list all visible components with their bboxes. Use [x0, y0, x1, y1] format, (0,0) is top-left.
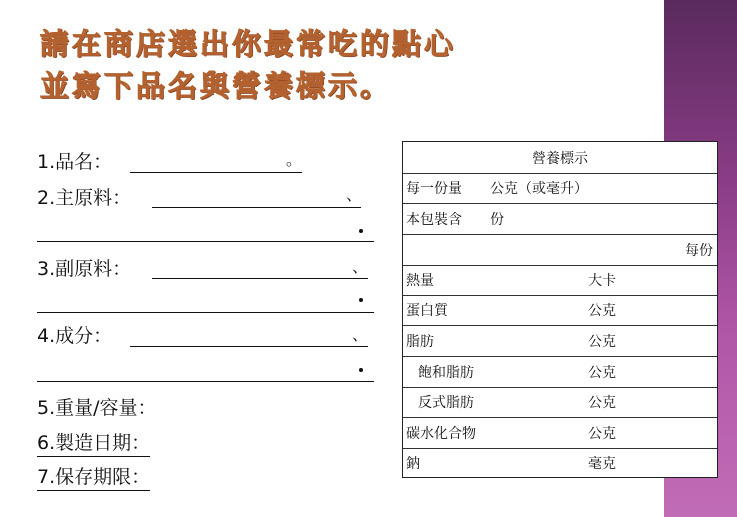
blank-composition-1[interactable]: [130, 346, 368, 347]
nutrient-name: 鈉: [406, 455, 420, 472]
per-serving-header-row: [403, 234, 717, 266]
title-line-1: 請在商店選出你最常吃的點心: [40, 27, 457, 61]
end-mark-sub-ingredients: 、: [352, 257, 369, 276]
nutrient-unit: 公克: [588, 364, 616, 381]
servings-per-package-row: [403, 203, 717, 235]
nutrition-title: 營養標示: [532, 150, 588, 167]
blank-product-name[interactable]: [130, 172, 302, 173]
nutrient-row-carbohydrate: [403, 417, 717, 449]
nutrient-name: 脂肪: [406, 333, 434, 350]
nutrient-row-trans-fat: [403, 387, 717, 418]
nutrient-unit: 公克: [588, 395, 616, 411]
serving-size-row: [403, 173, 717, 204]
form-label-product-name: 1.品名：: [37, 151, 113, 173]
blank-sub-ingredients-1[interactable]: [152, 278, 368, 279]
nutrient-name: 反式脂肪: [418, 395, 474, 411]
per-serving-header: 每份: [685, 242, 713, 259]
nutrient-name: 飽和脂肪: [418, 364, 474, 381]
nutrient-row-sodium: [403, 448, 717, 477]
nutrition-title-row: [403, 142, 717, 174]
nutrient-unit: 公克: [588, 333, 616, 350]
end-mark-composition: 、: [352, 325, 369, 344]
nutrient-unit: 公克: [588, 303, 616, 319]
period-dot-sub-ingredients: [359, 298, 363, 302]
blank-sub-ingredients-2[interactable]: [37, 312, 374, 313]
form-label-expiry: 7.保存期限：: [37, 462, 150, 491]
form-label-weight-volume: 5.重量/容量：: [37, 397, 157, 419]
nutrient-row-saturated-fat: [403, 356, 717, 388]
servings-per-package-label: 本包裝含: [406, 211, 462, 228]
nutrient-name: 熱量: [406, 273, 434, 289]
servings-per-package-unit: 份: [490, 211, 504, 228]
nutrient-name: 蛋白質: [406, 303, 448, 319]
form-label-sub-ingredients: 3.副原料：: [37, 258, 132, 280]
end-mark-main-ingredients: 、: [346, 185, 363, 204]
nutrient-name: 碳水化合物: [406, 425, 476, 442]
form-label-main-ingredients: 2.主原料：: [37, 187, 132, 209]
period-dot-main-ingredients: [359, 229, 363, 233]
form-label-manufacture-date: 6.製造日期：: [37, 428, 150, 457]
end-mark-product-name: 。: [286, 150, 303, 169]
nutrient-row-protein: [403, 295, 717, 326]
nutrient-unit: 公克: [588, 425, 616, 442]
serving-size-unit: 公克（或毫升）: [490, 181, 588, 197]
nutrition-facts-table: [402, 141, 718, 478]
serving-size-label: 每一份量: [406, 181, 462, 197]
blank-main-ingredients-1[interactable]: [152, 207, 361, 208]
period-dot-composition: [359, 368, 363, 372]
nutrient-unit: 毫克: [588, 455, 616, 472]
nutrient-unit: 大卡: [588, 273, 616, 289]
form-label-composition: 4.成分：: [37, 325, 113, 347]
nutrient-row-fat: [403, 325, 717, 357]
blank-composition-2[interactable]: [37, 381, 374, 382]
blank-main-ingredients-2[interactable]: [37, 241, 374, 242]
title-line-2: 並寫下品名與營養標示。: [40, 69, 393, 103]
nutrient-row-energy: [403, 265, 717, 296]
